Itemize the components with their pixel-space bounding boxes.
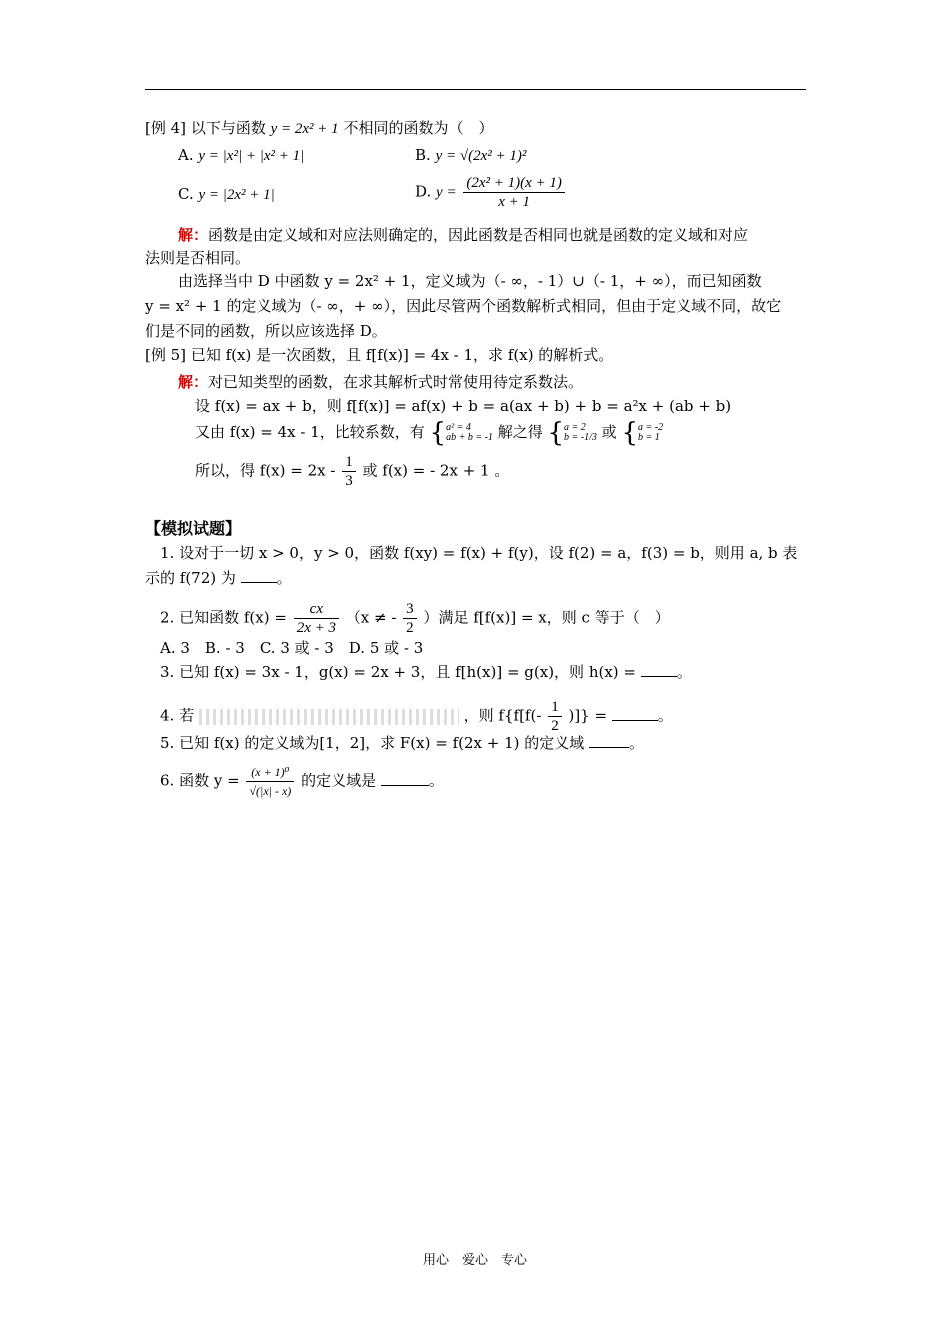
q2-post: ）满足 f[f(x)] = x，则 c 等于（ ） — [423, 608, 670, 627]
ex4-func: y = 2x² + 1 — [270, 121, 339, 137]
q1-l2: 示的 f(72) 为 — [145, 569, 236, 587]
option-d-denominator: x + 1 — [498, 194, 531, 210]
ex5-question — [145, 345, 613, 365]
q2-options: A. 3 B. - 3 C. 3 或 - 3 D. 5 或 - 3 — [160, 639, 424, 657]
ex4-option-d — [415, 174, 567, 211]
section-title: 【模拟试题】 — [145, 519, 242, 538]
ex5-sol-l3-pre: 又由 f(x) = 4x - 1，比较系数，有 — [195, 423, 425, 441]
ex5-sol-l4-pre: 所以，得 f(x) = 2x - — [195, 461, 336, 480]
q1-l1: 1. 设对于一切 x > 0，y > 0，函数 f(xy) = f(x) + f(y)，设 f(2) = a，f(3) = b，则用 a, b 表 — [160, 544, 798, 562]
ex5-solution-line1 — [178, 372, 583, 392]
q4-fraction — [548, 698, 562, 735]
left-brace: { — [429, 418, 447, 448]
answer-blank[interactable] — [589, 733, 629, 748]
ex4-label: [例 4] — [145, 119, 187, 137]
system2-eq1: a = 2 — [564, 422, 586, 433]
q2-num2: 3 — [403, 600, 417, 619]
one-third-fraction — [342, 453, 356, 490]
ex5-q: 已知 f(x) 是一次函数，且 f[f(x)] = 4x - 1，求 f(x) 的解析式。 — [190, 346, 614, 364]
ex5-solution-line4 — [195, 453, 509, 490]
option-a-expr: y = |x²| + |x² + 1| — [198, 148, 305, 164]
q2-pre: 2. 已知函数 f(x) = — [160, 608, 287, 627]
answer-blank[interactable] — [241, 568, 277, 583]
q4-num: 1 — [548, 698, 562, 717]
left-brace: { — [547, 418, 565, 448]
q6-den: √(|x| - x) — [249, 784, 292, 798]
q6-pre: 6. 函数 y = — [160, 771, 240, 790]
piecewise-function-image — [199, 709, 459, 725]
q6-num: (x + 1)⁰ — [246, 763, 294, 782]
q3-end: 。 — [676, 663, 692, 681]
solution-system-2 — [638, 423, 663, 443]
ex4-solution-line2 — [145, 248, 250, 268]
option-d-label: D. — [415, 182, 432, 201]
system1-eq2: ab + b = -1 — [446, 432, 493, 443]
ex4-solution-line5 — [145, 321, 387, 341]
ex4-option-a — [178, 145, 304, 166]
q2-mid: （x ≠ - — [345, 608, 397, 627]
q4-mid: ，则 f{f[f(- — [463, 706, 542, 725]
q6-line — [160, 763, 444, 800]
frac-den: 3 — [345, 473, 353, 489]
frac-num: 1 — [342, 453, 356, 472]
q4-post: )]} = — [568, 706, 608, 725]
ex4-q-post: 不相同的函数为（ ） — [343, 119, 494, 137]
ex5-sol-l1: 对已知类型的函数，在求其解析式时常使用待定系数法。 — [208, 373, 584, 391]
answer-blank[interactable] — [641, 662, 677, 677]
q1-line1 — [160, 543, 797, 563]
ex5-solution-line2 — [195, 396, 731, 416]
ex4-sol-l2: 法则是否相同。 — [145, 249, 251, 267]
q2-fraction-2 — [403, 600, 417, 637]
ex4-question — [145, 118, 493, 139]
q2-den2: 2 — [406, 620, 414, 636]
ex4-q-pre: 以下与函数 — [190, 119, 266, 137]
q2-num: cx — [294, 600, 339, 619]
ex4-option-c — [178, 184, 275, 205]
q5-line — [160, 733, 644, 753]
ex4-sol-l1: 函数是由定义域和对应法则确定的，因此函数是否相同也就是函数的定义域和对应 — [208, 226, 749, 244]
system3-eq1: a = -2 — [638, 422, 664, 433]
left-brace: { — [621, 418, 639, 448]
option-b-label: B. — [415, 146, 431, 164]
ex5-sol-l2: 设 f(x) = ax + b，则 f[f(x)] = af(x) + b = a(ax + b) + b = a²x + (ab + b) — [195, 397, 732, 415]
option-c-expr: y = |2x² + 1| — [198, 187, 275, 203]
option-d-numerator: (2x² + 1)(x + 1) — [463, 174, 565, 193]
ex4-sol-l4: y = x² + 1 的定义域为（- ∞，+ ∞），因此尽管两个函数解析式相同，但由于定义域不同，故它 — [145, 297, 782, 315]
q4-line — [160, 698, 673, 735]
q4-pre: 4. 若 — [160, 706, 195, 725]
q4-den: 2 — [551, 718, 559, 734]
coefficient-system — [446, 423, 493, 443]
answer-blank[interactable] — [381, 771, 429, 786]
ex5-solution-label: 解： — [178, 373, 209, 391]
q2-line — [160, 600, 670, 637]
q5-text: 5. 已知 f(x) 的定义域为[1，2]，求 F(x) = f(2x + 1) 的定义域 — [160, 734, 585, 752]
ex5-solution-line3 — [195, 418, 664, 448]
ex5-label: [例 5] — [145, 346, 187, 364]
option-d-lhs: y = — [436, 184, 457, 201]
ex4-solution-line1 — [178, 225, 748, 245]
ex4-sol-l3: 由选择当中 D 中函数 y = 2x² + 1，定义域为（- ∞，- 1）∪（- 1，+ ∞），而已知函数 — [178, 272, 762, 290]
option-b-expr: y = √(2x² + 1)² — [435, 148, 527, 164]
ex4-solution-line3 — [178, 271, 762, 291]
ex4-solution-label: 解： — [178, 226, 209, 244]
ex5-sol-l4-post: 或 f(x) = - 2x + 1 。 — [362, 461, 510, 480]
option-c-label: C. — [178, 185, 194, 203]
answer-blank[interactable] — [612, 706, 658, 721]
q2-den: 2x + 3 — [296, 620, 336, 636]
q5-end: 。 — [629, 734, 645, 752]
ex4-sol-l5: 们是不同的函数，所以应该选择 D。 — [145, 322, 387, 340]
header-rule — [145, 89, 806, 90]
q3-text: 3. 已知 f(x) = 3x - 1，g(x) = 2x + 3，且 f[h(x)] = g(x)，则 h(x) = — [160, 663, 636, 681]
system2-eq2: b = -1/3 — [564, 432, 597, 443]
ex5-sol-l3-mid: 解之得 — [497, 423, 543, 441]
q6-end: 。 — [428, 771, 444, 790]
option-a-label: A. — [178, 146, 194, 164]
system3-eq2: b = 1 — [638, 432, 660, 443]
q1-line2 — [145, 568, 292, 588]
q2-fraction — [294, 600, 339, 637]
ex4-solution-line4 — [145, 296, 781, 316]
option-d-fraction — [463, 174, 565, 211]
q6-post: 的定义域是 — [301, 771, 377, 790]
page-footer: 用心 爱心 专心 — [422, 1253, 527, 1268]
q1-end: 。 — [276, 569, 292, 587]
q4-end: 。 — [657, 706, 673, 725]
q3-line — [160, 662, 692, 682]
system1-eq1: a² = 4 — [446, 422, 471, 433]
ex5-sol-l3-or: 或 — [601, 423, 617, 441]
ex4-option-b — [415, 145, 526, 166]
q6-fraction — [246, 763, 294, 800]
solution-system-1 — [564, 423, 597, 443]
